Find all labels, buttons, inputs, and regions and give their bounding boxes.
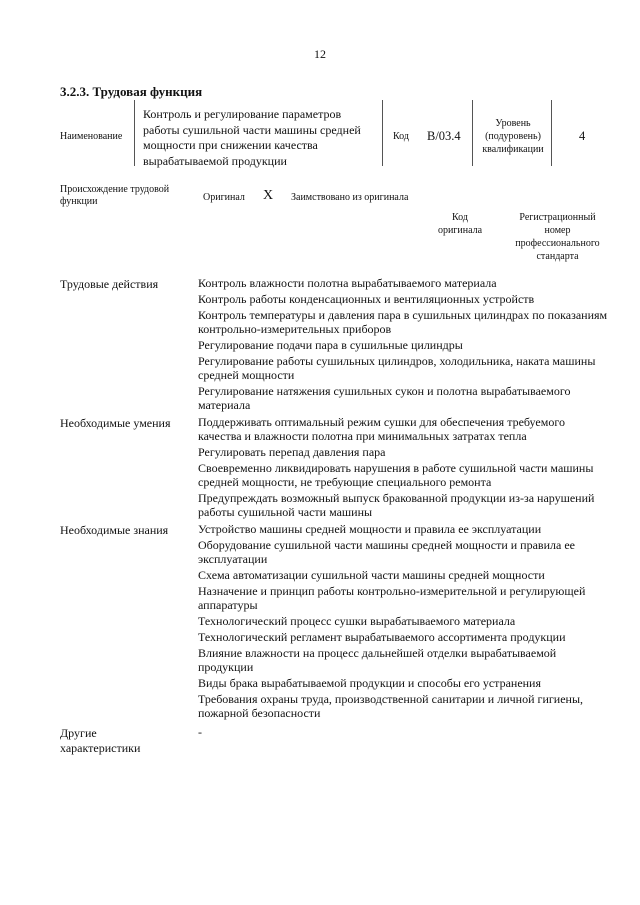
knowledge-item: Устройство машины средней мощности и правила ее эксплуатации (198, 522, 542, 536)
other-label-line1: Другие (60, 726, 97, 740)
divider (134, 100, 135, 166)
action-item: Контроль работы конденсационных и вентиляционных устройств (198, 292, 535, 306)
skill-item: Предупреждать возможный выпуск бракованной продукции из-за нарушений работы сушильной части машины (198, 491, 595, 519)
original-mark: X (263, 188, 274, 203)
action-item: Контроль влажности полотна вырабатываемого материала (198, 276, 497, 290)
knowledge-item: Влияние влажности на процесс дальнейшей отделки вырабатываемой продукции (198, 646, 557, 674)
other-label-line2: характеристики (60, 741, 141, 755)
action-item: Регулирование натяжения сушильных сукон и полотна вырабатываемого материала (198, 384, 571, 412)
original-code-label: Код оригинала (437, 212, 483, 236)
knowledge-item: Требования охраны труда, производственной санитарии и личной гигиены, пожарной безопасности (198, 692, 584, 720)
code-value: В/03.4 (427, 129, 461, 143)
borrowed-label: Заимствовано из оригинала (291, 192, 409, 203)
action-item: Регулирование подачи пара в сушильные цилиндры (198, 338, 463, 352)
actions-label: Трудовые действия (60, 277, 159, 291)
section-title: 3.2.3. Трудовая функция (60, 84, 203, 99)
origin-label: Происхождение трудовой функции (60, 184, 170, 207)
knowledge-item: Технологический регламент вырабатываемого ассортимента продукции (198, 630, 566, 644)
function-name: Контроль и регулирование параметров работы сушильной части машины средней мощности при снижении качества вырабатываемой продукции (143, 107, 361, 168)
knowledge-item: Технологический процесс сушки вырабатываемого материала (198, 614, 516, 628)
knowledge-item: Виды брака вырабатываемой продукции и способы его устранения (198, 676, 542, 690)
skill-item: Своевременно ликвидировать нарушения в работе сушильной части машины средней мощности, не требующие специального ремонта (198, 461, 594, 489)
code-label: Код (393, 131, 409, 142)
reg-number-label: Регистрационный номер профессионального стандарта (515, 212, 600, 262)
knowledge-item: Схема автоматизации сушильной части машины средней мощности (198, 568, 545, 582)
other-value: - (198, 725, 202, 739)
knowledge-label: Необходимые знания (60, 523, 169, 537)
divider (382, 100, 383, 166)
skill-item: Регулировать перепад давления пара (198, 445, 386, 459)
name-label: Наименование (60, 131, 123, 142)
level-label: Уровень (подуровень) квалификации (482, 118, 544, 155)
knowledge-item: Оборудование сушильной части машины средней мощности и правила ее эксплуатации (198, 538, 575, 566)
skill-item: Поддерживать оптимальный режим сушки для обеспечения требуемого качества и влажности полотна при минимальных затратах тепла (198, 415, 565, 443)
skills-label: Необходимые умения (60, 416, 171, 430)
original-label: Оригинал (203, 192, 245, 203)
action-item: Регулирование работы сушильных цилиндров, холодильника, наката машины средней мощности (198, 354, 596, 382)
divider (472, 100, 473, 166)
level-value: 4 (579, 129, 586, 143)
page-number: 12 (314, 47, 326, 61)
action-item: Контроль температуры и давления пара в сушильных цилиндрах по показаниям контрольно-измерительных приборов (198, 308, 608, 336)
knowledge-item: Назначение и принцип работы контрольно-измерительной и регулирующей аппаратуры (198, 584, 586, 612)
divider (551, 100, 552, 166)
